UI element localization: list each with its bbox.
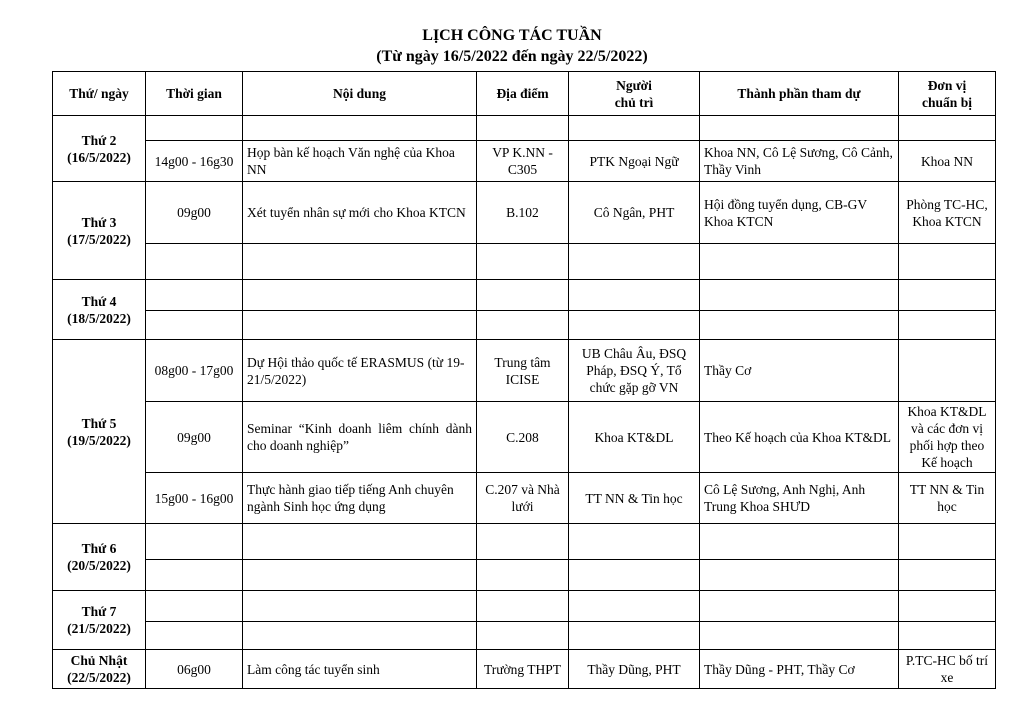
header-prep-line1: Đơn vị (927, 77, 967, 93)
event-location: C.208 (477, 402, 569, 473)
table-row (53, 182, 996, 244)
empty-cell (569, 244, 700, 280)
table-row (53, 402, 996, 473)
day-name: Thứ 6 (81, 541, 117, 556)
empty-cell (899, 280, 996, 311)
page-title: LỊCH CÔNG TÁC TUẦN (422, 27, 602, 44)
empty-cell (700, 560, 899, 591)
empty-cell (146, 560, 243, 591)
day-name: Thứ 3 (81, 214, 117, 230)
day-cell-tue (53, 182, 146, 280)
day-cell-sun (53, 650, 146, 689)
empty-cell (569, 622, 700, 650)
empty-cell (700, 524, 899, 560)
table-row (53, 650, 996, 689)
event-location: VP K.NN - C305 (477, 141, 569, 182)
empty-cell (146, 244, 243, 280)
event-prep (899, 340, 996, 402)
day-name: Thứ 5 (81, 415, 117, 431)
page-subtitle: (Từ ngày 16/5/2022 đến ngày 22/5/2022) (376, 48, 648, 65)
event-participants: Hội đồng tuyển dụng, CB-GV Khoa KTCN (700, 182, 899, 244)
day-date: (16/5/2022) (67, 149, 131, 165)
table-row (53, 340, 996, 402)
empty-cell (477, 622, 569, 650)
day-cell-thu (53, 340, 146, 524)
event-prep: Phòng TC-HC, Khoa KTCN (899, 182, 996, 244)
empty-cell (243, 311, 477, 340)
table-row (53, 116, 996, 141)
empty-cell (700, 280, 899, 311)
table-row (53, 473, 996, 524)
event-prep: Khoa NN (899, 141, 996, 182)
header-time: Thời gian (146, 72, 243, 116)
schedule-table (52, 71, 996, 689)
empty-cell (243, 560, 477, 591)
day-cell-sat (53, 591, 146, 650)
empty-cell (700, 116, 899, 141)
empty-cell (569, 524, 700, 560)
empty-cell (700, 622, 899, 650)
header-day: Thứ/ ngày (53, 72, 146, 116)
empty-cell (243, 116, 477, 141)
event-host: Cô Ngân, PHT (569, 182, 700, 244)
empty-cell (477, 116, 569, 141)
empty-cell (569, 311, 700, 340)
event-time: 14g00 - 16g30 (146, 141, 243, 182)
empty-cell (899, 622, 996, 650)
header-content: Nội dung (243, 72, 477, 116)
header-location: Địa điểm (477, 72, 569, 116)
event-host: UB Châu Âu, ĐSQ Pháp, ĐSQ Ý, Tổ chức gặp gỡ VN (569, 340, 700, 402)
empty-cell (477, 560, 569, 591)
empty-cell (477, 244, 569, 280)
header-host (569, 72, 700, 116)
event-content: Dự Hội thảo quốc tế ERASMUS (từ 19-21/5/2022) (243, 340, 477, 402)
day-cell-mon (53, 116, 146, 182)
event-participants: Theo Kế hoạch của Khoa KT&DL (700, 402, 899, 473)
empty-cell (569, 280, 700, 311)
empty-cell (569, 116, 700, 141)
event-host: PTK Ngoại Ngữ (569, 141, 700, 182)
header-host-line1: Người (616, 77, 652, 93)
event-content: Làm công tác tuyển sinh (243, 650, 477, 689)
header-prep (899, 72, 996, 116)
header-prep-line2: chuẩn bị (922, 94, 972, 110)
empty-cell (146, 591, 243, 622)
event-participants: Thầy Dũng - PHT, Thầy Cơ (700, 650, 899, 689)
event-participants: Khoa NN, Cô Lệ Sương, Cô Cảnh, Thầy Vinh (700, 141, 899, 182)
event-content: Seminar “Kinh doanh liêm chính dành cho doanh nghiệp” (243, 402, 477, 473)
empty-cell (477, 280, 569, 311)
header-participants: Thành phần tham dự (700, 72, 899, 116)
day-date: (19/5/2022) (67, 432, 131, 448)
event-host: TT NN & Tin học (569, 473, 700, 524)
day-date: (20/5/2022) (67, 558, 131, 573)
empty-cell (899, 524, 996, 560)
header-row (53, 72, 996, 116)
event-prep: Khoa KT&DL và các đơn vị phối hợp theo Kế hoạch (899, 402, 996, 473)
empty-cell (243, 591, 477, 622)
table-row (53, 591, 996, 622)
day-name: Thứ 4 (81, 293, 117, 309)
event-location: Trường THPT (477, 650, 569, 689)
event-time: 06g00 (146, 650, 243, 689)
empty-cell (477, 591, 569, 622)
day-cell-wed (53, 280, 146, 340)
event-location: C.207 và Nhà lưới (477, 473, 569, 524)
day-date: (22/5/2022) (67, 670, 131, 685)
empty-cell (243, 244, 477, 280)
table-row (53, 560, 996, 591)
day-date: (21/5/2022) (67, 621, 131, 636)
empty-cell (569, 591, 700, 622)
table-row (53, 622, 996, 650)
day-name: Thứ 7 (81, 604, 117, 619)
day-name: Thứ 2 (81, 132, 117, 148)
empty-cell (146, 280, 243, 311)
event-time: 15g00 - 16g00 (146, 473, 243, 524)
event-content: Họp bàn kế hoạch Văn nghệ của Khoa NN (243, 141, 477, 182)
header-host-line2: chủ trì (614, 94, 654, 110)
empty-cell (899, 591, 996, 622)
empty-cell (899, 116, 996, 141)
event-prep: TT NN & Tin học (899, 473, 996, 524)
empty-cell (700, 311, 899, 340)
table-row (53, 244, 996, 280)
empty-cell (569, 560, 700, 591)
empty-cell (243, 524, 477, 560)
empty-cell (477, 524, 569, 560)
day-date: (17/5/2022) (67, 231, 131, 247)
empty-cell (146, 622, 243, 650)
event-content: Thực hành giao tiếp tiếng Anh chuyên ngành Sinh học ứng dụng (243, 473, 477, 524)
event-location: Trung tâm ICISE (477, 340, 569, 402)
empty-cell (700, 591, 899, 622)
event-participants: Cô Lệ Sương, Anh Nghị, Anh Trung Khoa SHƯD (700, 473, 899, 524)
event-time: 08g00 - 17g00 (146, 340, 243, 402)
event-time: 09g00 (146, 402, 243, 473)
event-time: 09g00 (146, 182, 243, 244)
empty-cell (899, 311, 996, 340)
day-name: Chủ Nhật (70, 653, 128, 668)
empty-cell (146, 311, 243, 340)
empty-cell (243, 622, 477, 650)
empty-cell (899, 244, 996, 280)
table-row (53, 141, 996, 182)
event-prep: P.TC-HC bố trí xe (899, 650, 996, 689)
day-date: (18/5/2022) (67, 310, 131, 326)
table-row (53, 524, 996, 560)
empty-cell (700, 244, 899, 280)
event-location: B.102 (477, 182, 569, 244)
empty-cell (477, 311, 569, 340)
event-content: Xét tuyển nhân sự mới cho Khoa KTCN (243, 182, 477, 244)
empty-cell (146, 116, 243, 141)
table-row (53, 311, 996, 340)
empty-cell (899, 560, 996, 591)
event-host: Thầy Dũng, PHT (569, 650, 700, 689)
empty-cell (146, 524, 243, 560)
event-participants: Thầy Cơ (700, 340, 899, 402)
event-host: Khoa KT&DL (569, 402, 700, 473)
table-row (53, 280, 996, 311)
empty-cell (243, 280, 477, 311)
day-cell-fri (53, 524, 146, 591)
